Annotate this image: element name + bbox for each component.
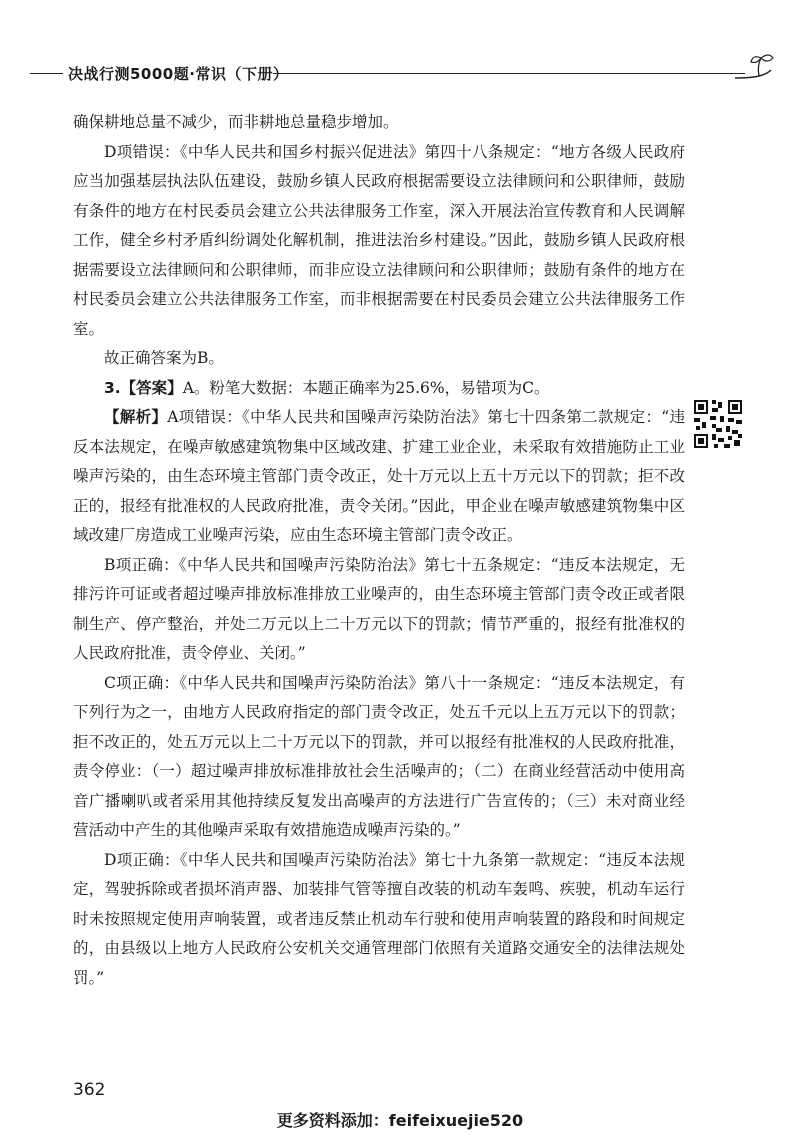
footer-note: 更多资料添加：feifeixuejie520: [276, 1111, 524, 1130]
paragraph-option-b: B项正确：《中华人民共和国噪声污染防治法》第七十五条规定：“违反本法规定，无排污许可证或者超过噪声排放标准排放工业噪声的，由生态环境主管部门责令改正或者限制生产、停产整治，并处二万元以上二十万元以下的罚款；情节严重的，报经有批准权的人民政府批准，责令停业、关闭。”: [73, 555, 685, 662]
qr-code-icon: [692, 398, 744, 450]
page-body: [73, 108, 685, 993]
answer-label: 3.【答案】: [104, 378, 183, 397]
header-rule-left: [30, 73, 63, 74]
header-rule-right: [273, 73, 745, 74]
running-header: [30, 60, 775, 88]
book-title: 决战行测5000题·常识（下册）: [68, 65, 289, 83]
analysis-text: A项错误：《中华人民共和国噪声污染防治法》第七十四条第二款规定：“违反本法规定，在噪声敏感建筑物集中区域改建、扩建工业企业，未采取有效措施防止工业噪声污染的，由生态环境主管部门责令改正，处十万元以上五十万元以下的罚款；拒不改正的，报经有批准权的人民政府批准，责令关闭。”因此，甲企业在噪声敏感建筑物集中区域改建厂房造成工业噪声污染，应由生态环境主管部门责令改正。: [73, 408, 685, 544]
paragraph-answer: [73, 374, 685, 404]
paragraph-correct-answer: 故正确答案为B。: [104, 349, 224, 367]
page-number: 362: [73, 1080, 106, 1100]
paragraph-option-d: D项正确：《中华人民共和国噪声污染防治法》第七十九条第一款规定：“违反本法规定，驾驶拆除或者损坏消声器、加装排气管等擅自改装的机动车轰鸣、疾驶，机动车运行时未按照规定使用声响装置，或者违反禁止机动车行驶和使用声响装置的路段和时间规定的，由县级以上地方人民政府公安机关交通管理部门依照有关道路交通安全的法律法规处罚。”: [73, 850, 685, 987]
answer-text: A。粉笔大数据：本题正确率为25.6%，易错项为C。: [182, 378, 550, 397]
paragraph-analysis: [73, 403, 685, 551]
paragraph-continuation: 确保耕地总量不减少，而非耕地总量稳步增加。: [73, 113, 399, 131]
paragraph-option-c: C项正确：《中华人民共和国噪声污染防治法》第八十一条规定：“违反本法规定，有下列行为之一，由地方人民政府指定的部门责令改正，处五千元以上五万元以下的罚款；拒不改正的，处五万元以上二十万元以下的罚款，并可以报经有批准权的人民政府批准，责令停业：（一）超过噪声排放标准排放社会生活噪声的；（二）在商业经营活动中使用高音广播喇叭或者采用其他持续反复发出高噪声的方法进行广告宣传的；（三）未对商业经营活动中产生的其他噪声采取有效措施造成噪声污染的。”: [73, 673, 685, 839]
analysis-label: 【解析】: [104, 408, 168, 426]
paragraph-option-d-wrong: D项错误：《中华人民共和国乡村振兴促进法》第四十八条规定：“地方各级人民政府应当加强基层执法队伍建设，鼓励乡镇人民政府根据需要设立法律顾问和公职律师，鼓励有条件的地方在村民委员会建立公共法律服务工作室，深入开展法治宣传教育和人民调解工作，健全乡村矛盾纠纷调处化解机制，推进法治乡村建设。”因此，鼓励乡镇人民政府根据需要设立法律顾问和公职律师，而非应设立法律顾问和公职律师；鼓励有条件的地方在村民委员会建立公共法律服务工作室，而非根据需要在村民委员会建立公共法律服务工作室。: [73, 142, 685, 338]
sprout-icon: [733, 50, 775, 86]
